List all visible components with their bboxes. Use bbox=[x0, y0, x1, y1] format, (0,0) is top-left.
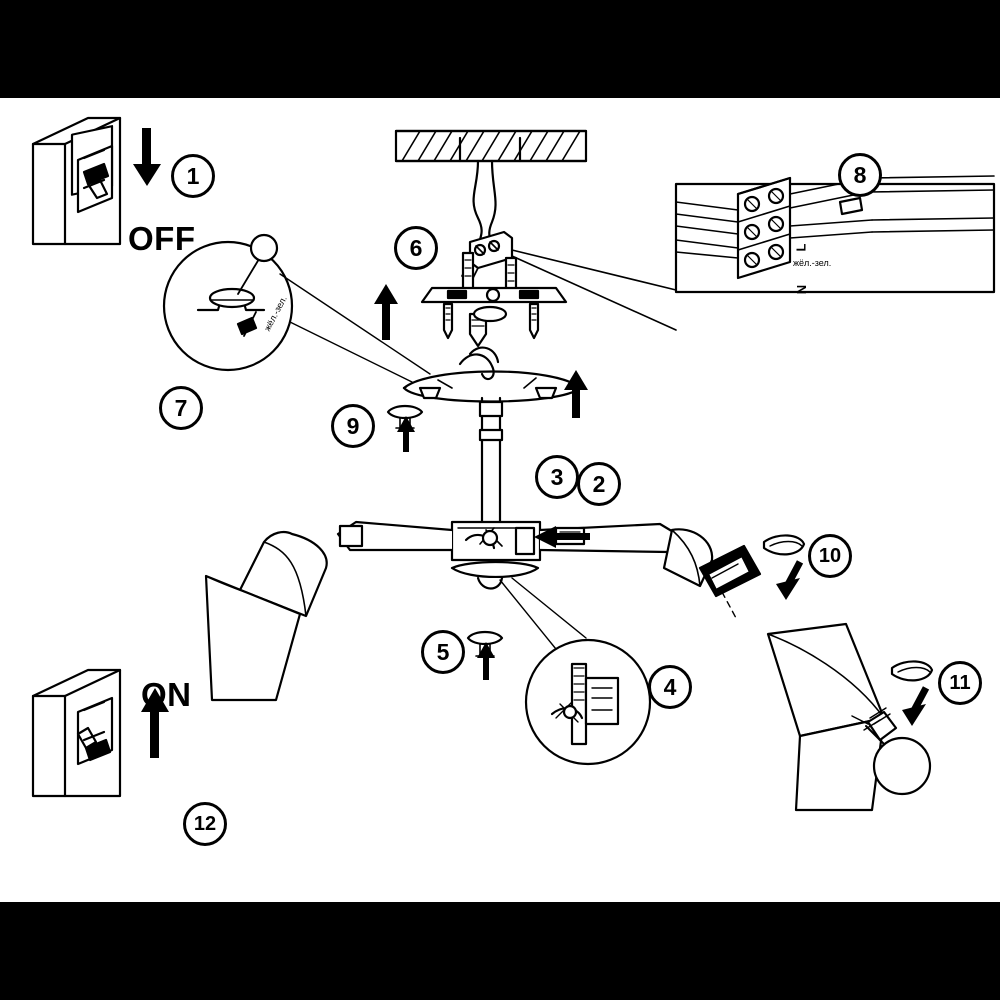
callout-step-10[interactable]: 10 bbox=[808, 534, 852, 578]
right-lamp-holder bbox=[664, 529, 760, 618]
arrow-down-off bbox=[133, 128, 161, 186]
arrow-ring11 bbox=[902, 686, 929, 726]
diagram-artwork bbox=[0, 98, 1000, 902]
stem bbox=[480, 398, 502, 522]
ceiling-slab bbox=[396, 131, 586, 161]
shade-ring-10 bbox=[764, 535, 804, 554]
diagram-sheet bbox=[0, 98, 1000, 902]
mounting-plate bbox=[422, 288, 566, 302]
callout-step-7[interactable]: 7 bbox=[159, 386, 203, 430]
wire-label-earth-detail: жёл.-зел. bbox=[262, 294, 289, 333]
terminal-block-panel bbox=[676, 176, 994, 295]
switch-box-on bbox=[33, 670, 120, 796]
callout-step-9[interactable]: 9 bbox=[331, 404, 375, 448]
callout-step-8[interactable]: 8 bbox=[838, 153, 882, 197]
supply-cable bbox=[474, 161, 496, 244]
wire-label-earth-terminal: жёл.-зел. bbox=[793, 258, 832, 268]
callout-step-5[interactable]: 5 bbox=[421, 630, 465, 674]
callout-step-12[interactable]: 12 bbox=[183, 802, 227, 846]
callout-step-1[interactable]: 1 bbox=[171, 154, 215, 198]
plate-screws bbox=[444, 304, 538, 346]
switch-box-off bbox=[33, 118, 120, 244]
callout-step-11[interactable]: 11 bbox=[938, 661, 982, 705]
arrow-up-plate bbox=[374, 284, 398, 340]
switch-state-off-label: OFF bbox=[128, 220, 196, 257]
callout-step-2[interactable]: 2 bbox=[577, 462, 621, 506]
terminal-letter-l: L bbox=[793, 243, 809, 252]
terminal-letter-n: N bbox=[794, 284, 810, 295]
switch-state-on-label: ON bbox=[141, 676, 192, 713]
earth-detail-circle bbox=[164, 235, 430, 382]
callout-step-4[interactable]: 4 bbox=[648, 665, 692, 709]
callout-step-6[interactable]: 6 bbox=[394, 226, 438, 270]
shade-ring-11 bbox=[892, 661, 932, 680]
terminal-detail-circle bbox=[526, 640, 650, 764]
left-shade bbox=[206, 532, 327, 700]
fixture-body bbox=[338, 522, 680, 560]
callout-step-3[interactable]: 3 bbox=[535, 455, 579, 499]
arrow-ring10 bbox=[776, 560, 803, 600]
right-shade bbox=[768, 624, 884, 810]
